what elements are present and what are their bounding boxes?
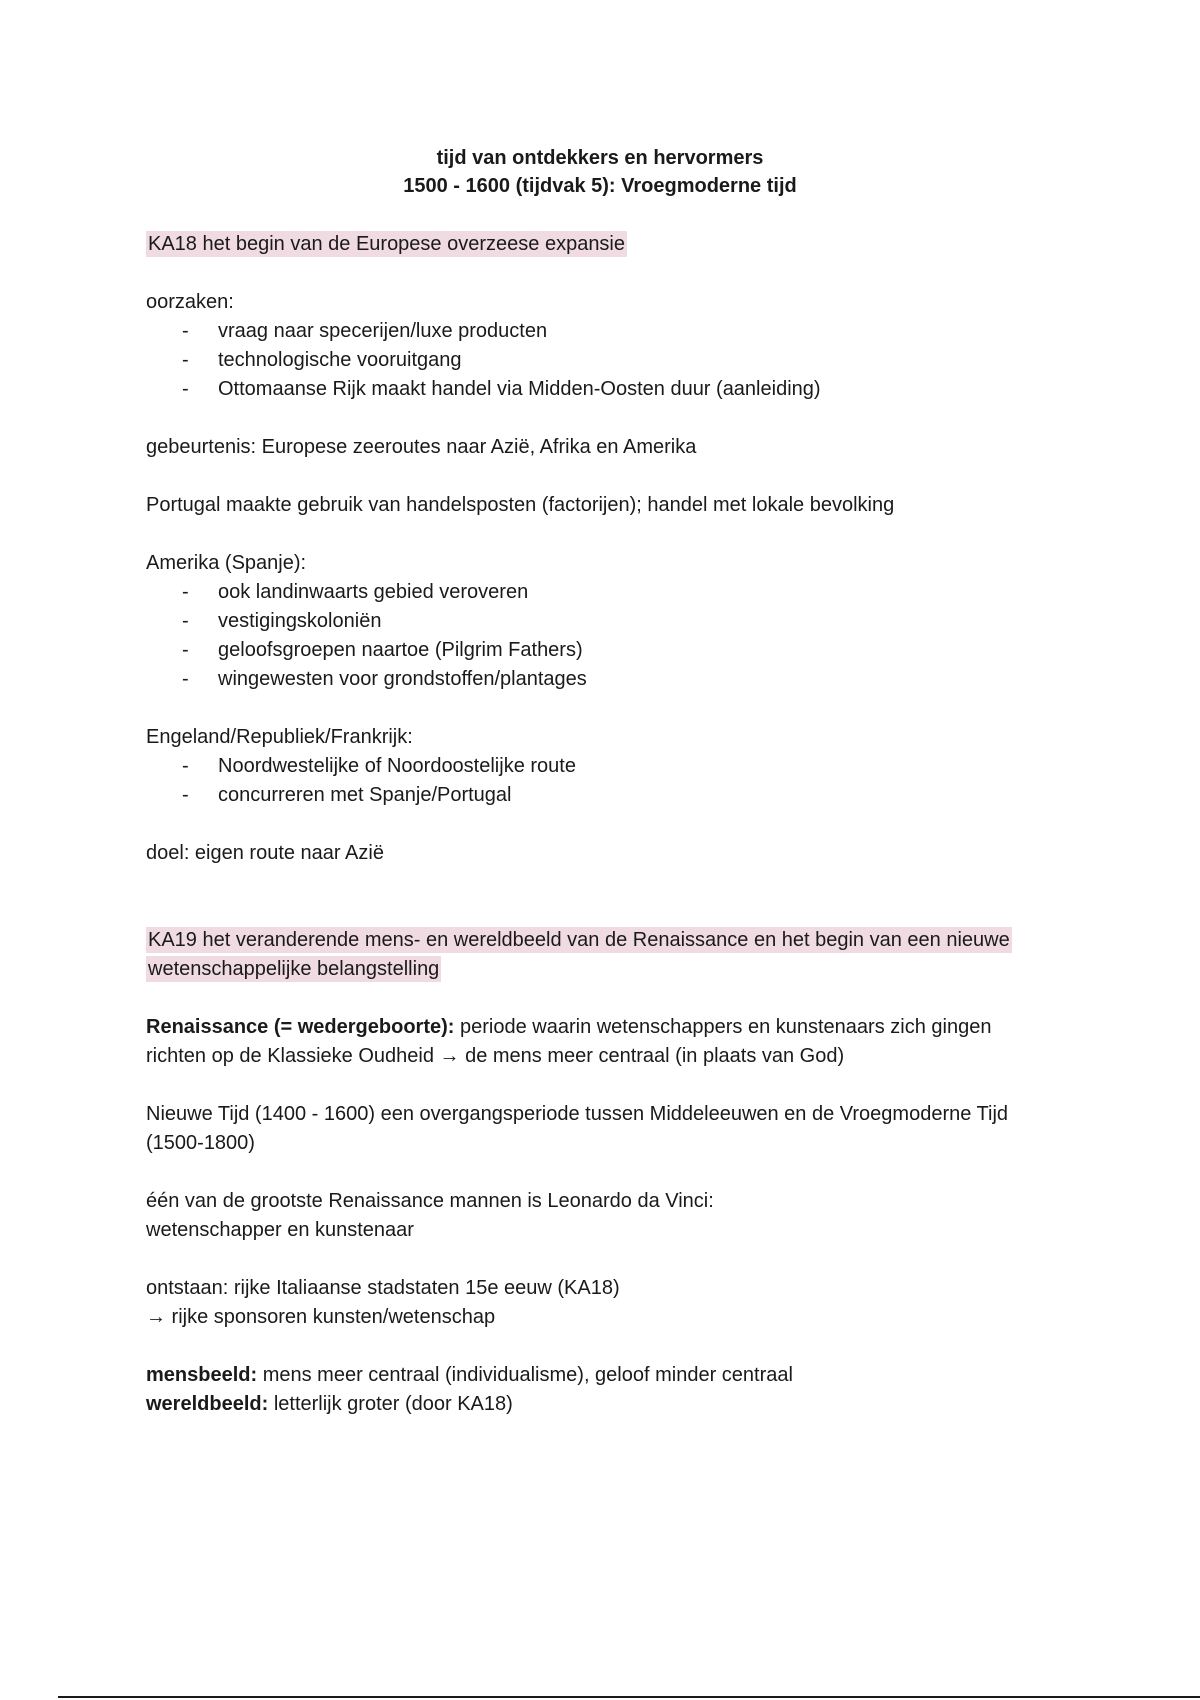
list-item: - vestigingskoloniën bbox=[218, 607, 1046, 636]
list-item: - Ottomaanse Rijk maakt handel via Midden-Oosten duur (aanleiding) bbox=[218, 375, 1046, 404]
section-heading-ka18 bbox=[146, 230, 1046, 259]
new-time-text: Nieuwe Tijd (1400 - 1600) een overgangsperiode tussen Middeleeuwen en de Vroegmoderne Tijd (1500-1800) bbox=[146, 1103, 1009, 1154]
renaissance-definition bbox=[146, 1013, 1046, 1071]
list-item: - wingewesten voor grondstoffen/plantages bbox=[218, 665, 1046, 694]
england-label: Engeland/Republiek/Frankrijk: bbox=[146, 726, 413, 748]
document-body bbox=[146, 230, 1046, 1419]
wereldbeeld-line bbox=[146, 1390, 1046, 1419]
document-title bbox=[0, 144, 1200, 200]
america-list bbox=[146, 578, 1046, 694]
ka19-heading-text: KA19 het veranderende mens- en wereldbeeld van de Renaissance en het begin van een nieuwe wetenschappelijke belangstelling bbox=[148, 929, 1010, 980]
portugal-text: Portugal maakte gebruik van handelsposten (factorijen); handel met lokale bevolking bbox=[146, 494, 895, 516]
leonardo-line-1: één van de grootste Renaissance mannen is Leonardo da Vinci: bbox=[146, 1190, 714, 1212]
mensbeeld-def: mens meer centraal (individualisme), geloof minder centraal bbox=[257, 1364, 793, 1386]
renaissance-term: Renaissance (= wedergeboorte): bbox=[146, 1016, 455, 1038]
title-line-2: 1500 - 1600 (tijdvak 5): Vroegmoderne tijd bbox=[403, 175, 797, 197]
list-item: - technologische vooruitgang bbox=[218, 346, 1046, 375]
list-item: - ook landinwaarts gebied veroveren bbox=[218, 578, 1046, 607]
goal-text: doel: eigen route naar Azië bbox=[146, 842, 384, 864]
list-item: - geloofsgroepen naartoe (Pilgrim Fathers) bbox=[218, 636, 1046, 665]
mensbeeld-line bbox=[146, 1361, 1046, 1390]
wereldbeeld-term: wereldbeeld: bbox=[146, 1393, 269, 1415]
mensbeeld-term: mensbeeld: bbox=[146, 1364, 258, 1386]
section-heading-ka19 bbox=[146, 926, 1046, 984]
renaissance-def: periode waarin wetenschappers en kunstenaars zich gingen richten op de Klassieke Oudheid → de mens meer centraal (in plaats van God) bbox=[146, 1016, 992, 1067]
ka18-heading-text: KA18 het begin van de Europese overzeese expansie bbox=[148, 233, 626, 255]
list-item: - Noordwestelijke of Noordoostelijke route bbox=[218, 752, 1046, 781]
list-item: - vraag naar specerijen/luxe producten bbox=[218, 317, 1046, 346]
title-line-1: tijd van ontdekkers en hervormers bbox=[436, 147, 764, 169]
england-list bbox=[146, 752, 1046, 810]
america-label: Amerika (Spanje): bbox=[146, 552, 307, 574]
wereldbeeld-def: letterlijk groter (door KA18) bbox=[268, 1393, 513, 1415]
footer-divider bbox=[58, 1696, 1200, 1698]
origin-line-1: ontstaan: rijke Italiaanse stadstaten 15e eeuw (KA18) bbox=[146, 1277, 620, 1299]
event-text: gebeurtenis: Europese zeeroutes naar Azië, Afrika en Amerika bbox=[146, 436, 697, 458]
leonardo-line-2: wetenschapper en kunstenaar bbox=[146, 1219, 414, 1241]
origin-line-2: → rijke sponsoren kunsten/wetenschap bbox=[146, 1306, 496, 1328]
list-item: - concurreren met Spanje/Portugal bbox=[218, 781, 1046, 810]
causes-label: oorzaken: bbox=[146, 291, 234, 313]
causes-list bbox=[146, 317, 1046, 404]
